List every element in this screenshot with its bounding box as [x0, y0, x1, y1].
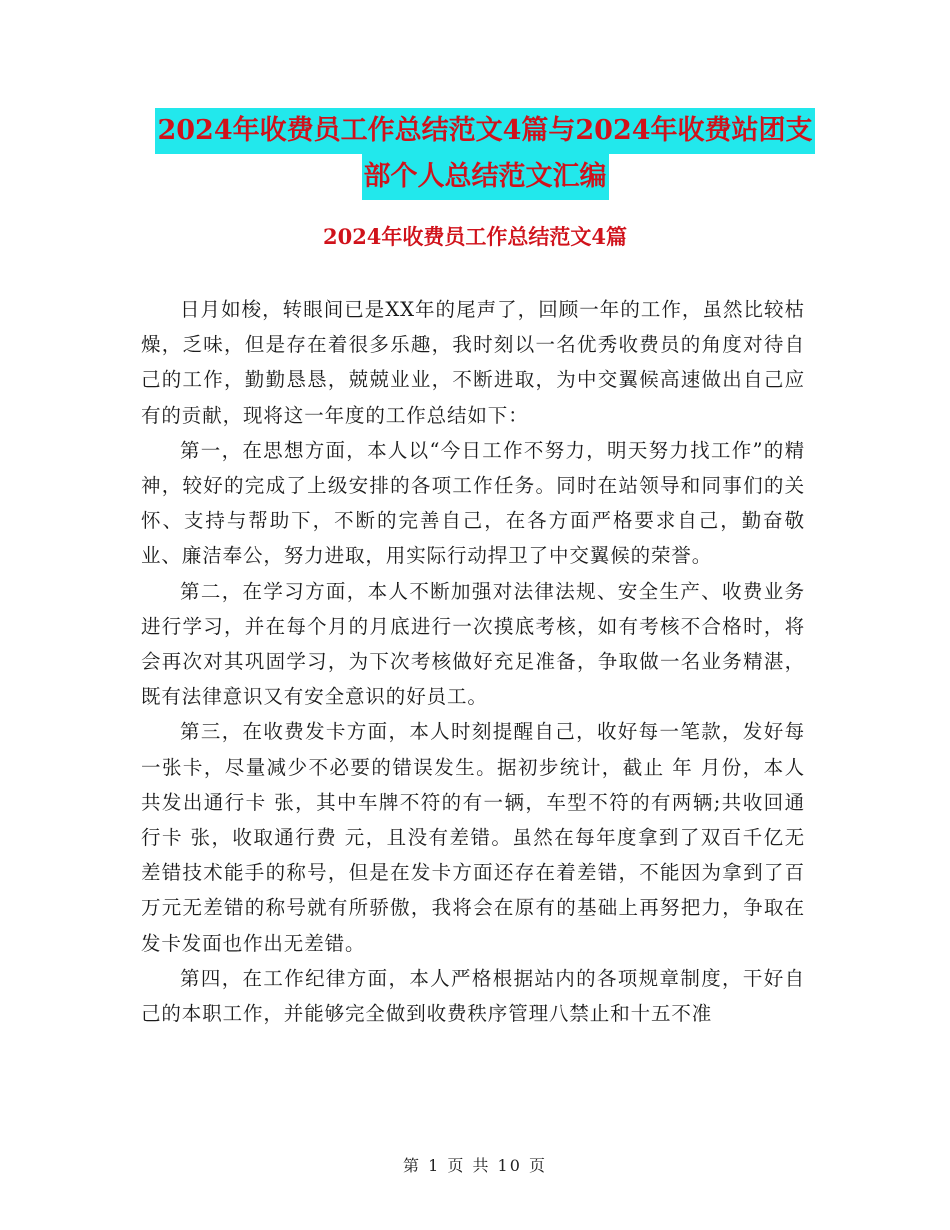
document-body — [141, 292, 805, 1031]
paragraph-ideology: 第一，在思想方面，本人以“今日工作不努力，明天努力找工作”的精神，较好的完成了上级安排的各项工作任务。同时在站领导和同事们的关怀、支持与帮助下，不断的完善自己，在各方面严格要求自己，勤奋敬业、廉洁奉公，努力进取，用实际行动捍卫了中交翼候的荣誉。 — [141, 438, 805, 568]
paragraph-study: 第二，在学习方面，本人不断加强对法律法规、安全生产、收费业务进行学习，并在每个月的月底进行一次摸底考核，如有考核不合格时，将会再次对其巩固学习，为下次考核做好充足准备，争取做一名业务精湛，既有法律意识又有安全意识的好员工。 — [141, 579, 805, 709]
title-line-1: 2024年收费员工作总结范文4篇与2024年收费站团支 — [155, 108, 814, 154]
paragraph-intro: 日月如梭，转眼间已是XX年的尾声了，回顾一年的工作，虽然比较枯燥，乏味，但是存在着很多乐趣，我时刻以一名优秀收费员的角度对待自己的工作，勤勤恳恳，兢兢业业，不断进取，为中交翼候高速做出自己应有的贡献，现将这一年度的工作总结如下： — [141, 298, 805, 427]
paragraph-discipline: 第四，在工作纪律方面，本人严格根据站内的各项规章制度，干好自己的本职工作，并能够完全做到收费秩序管理八禁止和十五不准 — [141, 966, 805, 1026]
paragraph-toll-cards: 第三，在收费发卡方面，本人时刻提醒自己，收好每一笔款，发好每一张卡，尽量减少不必要的错误发生。据初步统计，截止 年 月份，本人共发出通行卡 张，其中车牌不符的有一辆，车型不符的有两辆;共收回通行卡 张，收取通行费 元，且没有差错。虽然在每年度拿到了双百千亿无差错技术能手的称号，但是在发卡方面还存在着差错，不能因为拿到了百万元无差错的称号就有所骄傲，我将会在原有的基础上再努把力，争取在发卡发面也作出无差错。 — [141, 720, 805, 955]
title-line-2: 部个人总结范文汇编 — [362, 154, 609, 200]
section-heading: 2024年收费员工作总结范文4篇 — [322, 224, 628, 249]
document-title — [140, 108, 830, 200]
page-number-footer: 第 1 页 共 10 页 — [403, 1156, 547, 1175]
